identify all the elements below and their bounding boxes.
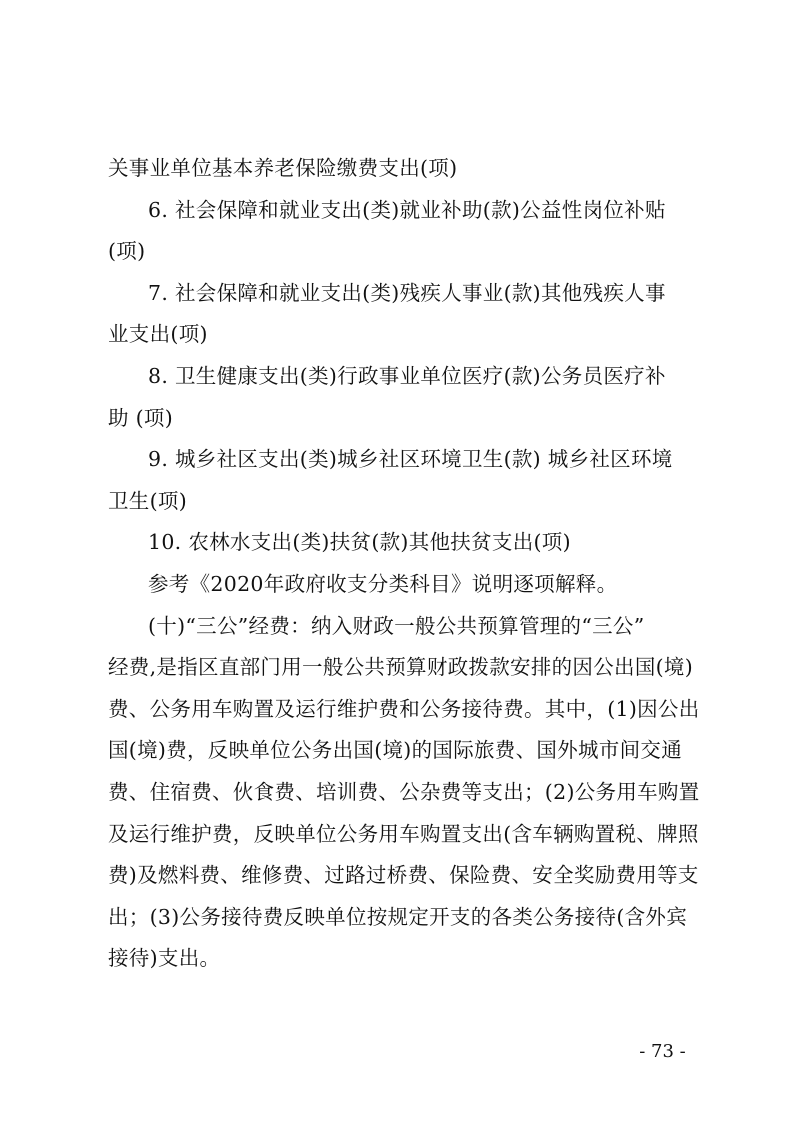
list-item-8: 8. 卫生健康支出(类)行政事业单位医疗(款)公务员医疗补 xyxy=(148,363,666,388)
section-ten-heading: (十)“三公”经费：纳入财政一般公共预算管理的“三公” xyxy=(148,613,645,638)
text-line: 国(境)费，反映单位公务出国(境)的国际旅费、国外城市间交通 xyxy=(108,738,682,763)
text-line: 业支出(项) xyxy=(108,322,208,347)
text-line: 卫生(项) xyxy=(108,488,187,513)
text-line: 助 (项) xyxy=(108,405,174,430)
list-item-9: 9. 城乡社区支出(类)城乡社区环境卫生(款) 城乡社区环境 xyxy=(148,447,673,472)
text-line: 费)及燃料费、维修费、过路过桥费、保险费、安全奖励费用等支 xyxy=(108,863,699,888)
text-line: (项) xyxy=(108,239,146,264)
text-line: 费、住宿费、伙食费、培训费、公杂费等支出；(2)公务用车购置 xyxy=(108,779,700,804)
text-line: 经费,是指区直部门用一般公共预算财政拨款安排的因公出国(境) xyxy=(108,655,694,680)
list-item-7: 7. 社会保障和就业支出(类)残疾人事业(款)其他残疾人事 xyxy=(148,280,666,305)
document-body xyxy=(108,148,708,980)
text-line: 及运行维护费，反映单位公务用车购置支出(含车辆购置税、牌照 xyxy=(108,821,699,846)
text-line: 关事业单位基本养老保险缴费支出(项) xyxy=(108,156,458,180)
list-item-10: 10. 农林水支出(类)扶贫(款)其他扶贫支出(项) xyxy=(148,530,571,555)
text-line: 费、公务用车购置及运行维护费和公务接待费。其中，(1)因公出 xyxy=(108,696,700,721)
list-item-6: 6. 社会保障和就业支出(类)就业补助(款)公益性岗位补贴 xyxy=(148,197,666,222)
text-line: 接待)支出。 xyxy=(108,946,221,971)
page-number: - 73 - xyxy=(639,1041,686,1062)
text-line: 出；(3)公务接待费反映单位按规定开支的各类公务接待(含外宾 xyxy=(108,904,688,929)
reference-note: 参考《2020年政府收支分类科目》说明逐项解释。 xyxy=(148,571,618,596)
